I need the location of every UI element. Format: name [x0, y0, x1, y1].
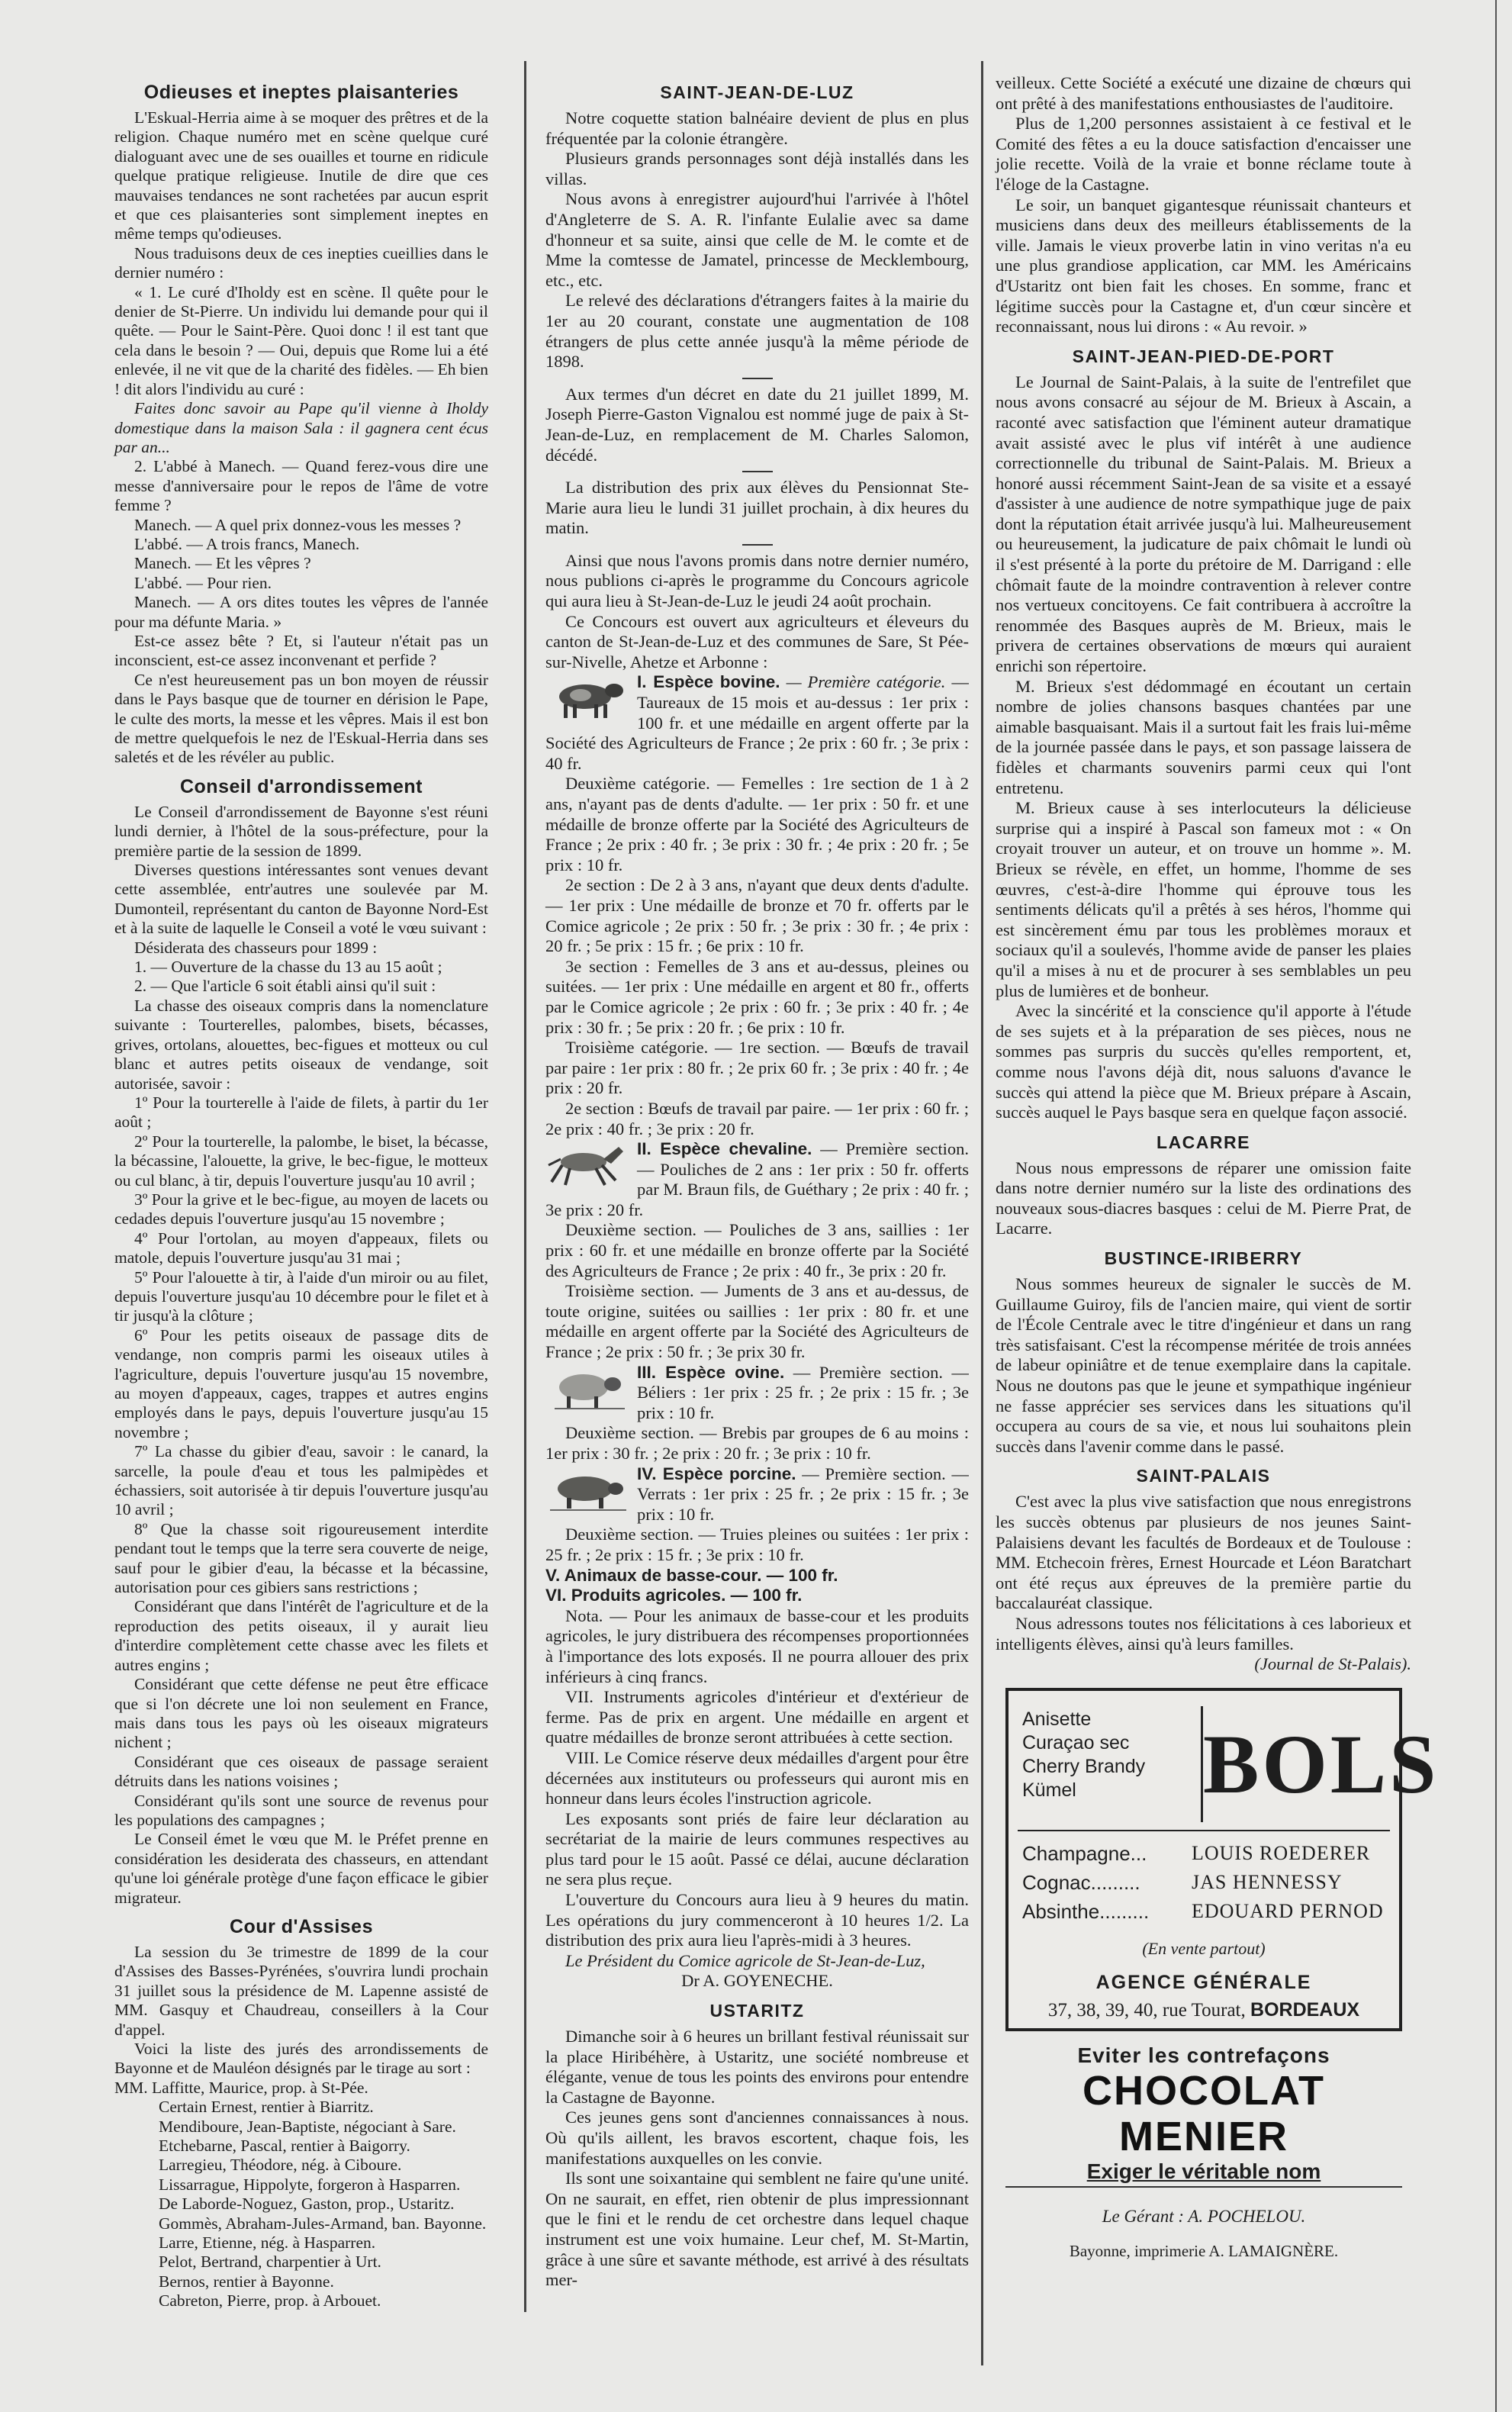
pig-title: IV. Espèce porcine. — [637, 1464, 796, 1483]
article-title-saint-palais: SAINT-PALAIS — [1136, 1466, 1271, 1486]
paragraph: Faites donc savoir au Pape qu'il vienne à Iholdy domestique dans la maison Sala : il gagnera cent écus par an... — [114, 399, 488, 456]
pig-text: — Première section. — Verrats : 1er prix : 25 fr. ; 2e prix : 15 fr. ; 3e prix : 10 fr. — [637, 1464, 969, 1524]
article-title-ustaritz: USTARITZ — [709, 2001, 805, 2021]
paragraph: L'Eskual-Herria aime à se moquer des prêtres et de la religion. Chaque numéro met en scène quelque curé dialoguant avec une de ses ouailles et tourne en ridicule quelque pratique religieuse. Inutile de dire que ces mauvaises tendances ne sont rachetées par aucun esprit et que ces plaisanteries sont simplement ineptes en même temps qu'odieuses. — [114, 108, 488, 243]
paragraph: C'est avec la plus vive satisfaction que nous enregistrons les succès obtenus par plusieurs de nos jeunes Saint-Palaisiens devant les facultés de Bordeaux et de Toulouse : MM. Etchecoin frères, Ernest Hourcade et Léon Baratchart ont été reçus aux épreuves de la première partie du baccalauréat classique. — [996, 1492, 1411, 1613]
page-edge-rule — [1495, 0, 1497, 2412]
article-title-lacarre: LACARRE — [1157, 1132, 1250, 1152]
paragraph: M. Brieux cause à ses interlocuteurs la délicieuse surprise qui a inspiré à Pascal son fameux mot : « On croyait trouver un auteur, et on trouve un homme ». M. Brieux se révèle, en effet, un homme, l'homme de ses œuvres, c'est-à-dire l'homme qui éprouve tous les sentiments délicats qu'il a prêtés à ses héros, l'homme qui est sincèrement ému par tous les problèmes moraux et sociaux qu'il a soulevés, l'homme avide de panser les plaies qu'il a mises à nu et de procurer à ses semblables un peu plus de lumières et de bonheur. — [996, 798, 1411, 1000]
paragraph: Avec la sincérité et la conscience qu'il apporte à l'étude de ses sujets et à la préparation de ses pièces, nous ne sommes pas surpris du succès qu'elles remportent, et, comme nous l'avons déjà dit, nous saluons d'avance le succès qui attend la pièce que M. Brieux prépare à Ascain, succès auquel le Pays basque sera en quelque façon associé. — [996, 1001, 1411, 1122]
separator — [742, 471, 773, 472]
paragraph: Manech. — Et les vêpres ? — [134, 554, 311, 573]
paragraph: M. Brieux s'est dédommagé en écoutant un certain nombre de jolies chansons basques chantées par une aimable basquaisant. Mais il a surtout fait les frais lui-même de la journée passée dans le pays, et son passage laissera de fidèles et charmants souvenirs parmi ceux qui l'ont entretenu. — [996, 676, 1411, 797]
paragraph: Désiderata des chasseurs pour 1899 : — [134, 938, 378, 957]
ad-divider — [1018, 1830, 1390, 1831]
paragraph: L'abbé. — Pour rien. — [134, 573, 272, 592]
column-3 — [996, 73, 1411, 1675]
bovine-section — [545, 672, 969, 774]
paragraph: 1. — Ouverture de la chasse du 13 au 15 août ; — [134, 958, 442, 977]
paragraph: Ils sont une soixantaine qui semblent ne faire qu'une unité. On ne saurait, en effet, rien obtenir de plus impressionnant que le fini et le rendu de cet orchestre dans lequel chaque instrument est une voix humaine. Leur chef, M. St-Martin, grâce à une sûre et savante méthode, est arrivé à des résultats mer- — [545, 2169, 969, 2290]
pig-icon — [545, 1467, 629, 1513]
horse-icon — [545, 1142, 629, 1188]
sheep-section — [545, 1363, 969, 1424]
article-title-bustince: BUSTINCE-IRIBERRY — [1104, 1248, 1303, 1269]
column-1 — [114, 73, 488, 2311]
article-title-conseil: Conseil d'arrondissement — [179, 775, 423, 797]
paragraph: 3e section : Femelles de 3 ans et au-dessus, pleines ou suitées. — 1er prix : Une médaille en argent et 80 fr., offerts par le Comice agricole ; 2e prix : 60 fr. ; 3e prix : 40 fr. ; 4e prix : 30 fr. ; 5e prix : 20 fr. ; 6e prix : 10 fr. — [545, 956, 969, 1037]
bols-advertisement — [1005, 1688, 1440, 2031]
menier-top-line: Eviter les contrefaçons — [1077, 2043, 1330, 2067]
bols-address: 37, 38, 39, 40, rue Tourat, — [1047, 2000, 1246, 2021]
bols-city: BORDEAUX — [1250, 1999, 1360, 2021]
paragraph: Nous nous empressons de réparer une omission faite dans notre dernier numéro sur la liste des ordinations des nouveaux sous-diacres basques : celui de M. Pierre Prat, de Lacarre. — [996, 1158, 1411, 1238]
paragraph: veilleux. Cette Société a exécuté une dizaine de chœurs qui ont prêté à des manifestations enthousiastes de l'auditoire. — [996, 73, 1411, 113]
cow-icon — [545, 675, 629, 721]
juror-line: Bernos, rentier à Bayonne. — [159, 2272, 334, 2291]
paragraph: 4º Pour l'ortolan, au moyen d'appeaux, filets ou matole, depuis l'ouverture jusqu'au 31 mai ; — [114, 1229, 488, 1267]
bols-row-maker: JAS HENNESSY — [1192, 1871, 1343, 1893]
article-title-assises: Cour d'Assises — [229, 1915, 373, 1937]
paragraph: VII. Instruments agricoles d'intérieur et d'extérieur de ferme. Pas de prix en argent. Une médaille en argent et quatre médailles de bronze seront attribuées à cette section. — [545, 1687, 969, 1747]
juror-line: Lissarrague, Hippolyte, forgeron à Hasparren. — [159, 2175, 461, 2194]
juror-line: Etchebarne, Pascal, rentier à Baigorry. — [159, 2137, 410, 2156]
liquor-item: Cherry Brandy — [1022, 1756, 1146, 1777]
column-rule-1 — [524, 61, 526, 2312]
column-rule-2 — [981, 61, 983, 2365]
juror-line: De Laborde-Noguez, Gaston, prop., Ustaritz. — [159, 2195, 455, 2214]
paragraph: 2. — Que l'article 6 soit établi ainsi qu'il suit : — [134, 977, 436, 996]
paragraph: Est-ce assez bête ? Et, si l'auteur n'était pas un inconscient, est-ce assez inconvenant et perfide ? — [114, 631, 488, 670]
juror-line: Pelot, Bertrand, charpentier à Urt. — [159, 2253, 381, 2272]
liquor-list — [1022, 1708, 1145, 1802]
juror-line: Larre, Etienne, nég. à Hasparren. — [159, 2233, 376, 2253]
menier-brand-line1: CHOCOLAT — [1083, 2068, 1325, 2114]
paragraph: Aux termes d'un décret en date du 21 juillet 1899, M. Joseph Pierre-Gaston Vignalou est nommé juge de paix à St-Jean-de-Luz, en remplacement de M. Charles Salomon, décédé. — [545, 384, 969, 465]
paragraph: Deuxième catégorie. — Femelles : 1re section de 1 à 2 ans, n'ayant pas de dents d'adulte. — 1er prix : 50 fr. et une médaille de bronze offerte par la Société des Agriculteurs de France ; 2e prix : 40 fr. ; 3e prix : 30 fr. ; 4e prix : 20 fr. ; 5e prix : 10 fr. — [545, 774, 969, 874]
separator — [742, 378, 773, 379]
paragraph: Nous adressons toutes nos félicitations à ces laborieux et intelligents élèves, ainsi qu'à leurs familles. — [996, 1613, 1411, 1654]
paragraph: Ce Concours est ouvert aux agriculteurs et éleveurs du canton de St-Jean-de-Luz et des communes de Sare, St Pée-sur-Nivelle, Ahetze et Arbonne : — [545, 611, 969, 671]
separator — [742, 544, 773, 546]
gerant-line: Le Gérant : A. POCHELOU. — [1102, 2207, 1306, 2226]
paragraph: 2º Pour la tourterelle, la palombe, le biset, la bécasse, la bécassine, l'alouette, la grive, le bec-figue, le motteux ou cul blanc, à tir, depuis l'ouverture jusqu'au 10 avril ; — [114, 1132, 488, 1190]
juror-line: Certain Ernest, rentier à Biarritz. — [159, 2098, 374, 2117]
paragraph: Nous avons à enregistrer aujourd'hui l'arrivée à l'hôtel d'Angleterre de S. A. R. l'infante Eulalie avec sa dame d'honneur et sa suite, ainsi que celle de M. le comte et de Mme la comtesse de Jamatel, princesse de Mecklembourg, etc., etc. — [545, 189, 969, 290]
paragraph: Considérant qu'ils sont une source de revenus pour les populations des campagnes ; — [114, 1791, 488, 1829]
bols-agency: AGENCE GÉNÉRALE — [1095, 1972, 1312, 1993]
paragraph: La chasse des oiseaux compris dans la nomenclature suivante : Tourterelles, palombes, bisets, bécasses, grives, ortolans, alouettes, bec-figues et motteux ou cul blanc et autres petits oiseaux de vendange, soit autorisée, savoir : — [114, 996, 488, 1093]
paragraph: 7º La chasse du gibier d'eau, savoir : le canard, la sarcelle, la poule d'eau et tous les palmipèdes et échassiers, soit autorisée à tir depuis l'ouverture jusqu'au 10 avril ; — [114, 1442, 488, 1519]
paragraph: 5º Pour l'alouette à tir, à l'aide d'un miroir ou au filet, depuis l'ouverture jusqu'au 10 décembre pour le filet et à tir jusqu'à la clôture ; — [114, 1267, 488, 1325]
paragraph: Deuxième section. — Truies pleines ou suitées : 1er prix : 25 fr. ; 2e prix : 15 fr. ; 3e prix : 10 fr. — [545, 1525, 969, 1564]
paragraph: Le Conseil d'arrondissement de Bayonne s'est réuni lundi dernier, à l'hôtel de la sous-préfecture, pour la première partie de la session de 1899. — [114, 802, 488, 860]
paragraph: Manech. — A ors dites toutes les vêpres de l'année pour ma défunte Maria. » — [114, 593, 488, 631]
paragraph: Considérant que ces oiseaux de passage seraient détruits dans les nations voisines ; — [114, 1752, 488, 1791]
liquor-item: Kümel — [1022, 1779, 1076, 1801]
paragraph: Voici la liste des jurés des arrondissements de Bayonne et de Mauléon désignés par le tirage au sort : — [114, 2040, 488, 2078]
paragraph: 2e section : Bœufs de travail par paire. — 1er prix : 60 fr. ; 2e prix : 40 fr. ; 3e prix : 20 fr. — [545, 1098, 969, 1138]
bols-row-maker: LOUIS ROEDERER — [1192, 1842, 1371, 1864]
source-credit: (Journal de St-Palais). — [1254, 1654, 1411, 1674]
menier-advertisement — [1005, 2043, 1402, 2181]
bols-condition: (En vente partout) — [1142, 1939, 1266, 1958]
paragraph: Nous traduisons deux de ces inepties cueillies dans le dernier numéro : — [114, 243, 488, 282]
paragraph: Dimanche soir à 6 heures un brillant festival réunissait sur la place Hiribéhère, à Ustaritz, une société nombreuse et élégante, venue de tous les points des environs pour entendre la Castagne de Bayonne. — [545, 2027, 969, 2107]
article-title-saint-jean-pied-de-port: SAINT-JEAN-PIED-DE-PORT — [1072, 346, 1335, 366]
paragraph: Le Conseil émet le vœu que M. le Préfet prenne en considération les desiderata des chasseurs, en attendant qu'une loi générale protège d'une façon efficace le gibier migrateur. — [114, 1830, 488, 1907]
article-title-odieuses: Odieuses et ineptes plaisanteries — [143, 82, 459, 103]
juror-line: Cabreton, Pierre, prop. à Arbouet. — [159, 2291, 381, 2311]
paragraph: Nous sommes heureux de signaler le succès de M. Guillaume Guiroy, fils de l'ancien maire, qui vient de sortir de l'École Centrale avec le titre d'ingénieur et dans un rang très satisfaisant. C'est la récompense méritée de trois années de labeur opiniâtre et de tenue exemplaire dans la capitale. Nous ne doutons pas que le jeune et sympathique ingénieur ne fasse apprécier ses services dans les situations qu'il occupera au cours de sa vie, et nous lui souhaitons plein succès dans l'avenir comme dans le passé. — [996, 1274, 1411, 1456]
pig-section — [545, 1464, 969, 1525]
paragraph: Le soir, un banquet gigantesque réunissait chanteurs et musiciens dans deux des meilleurs établissements de la ville. Jamais le vieux proverbe latin in vino veritas n'a eu une plus grandiose application, car MM. les Américains d'Ustaritz ont bien fait les choses. En somme, franc et légitime succès pour la Castagne et, d'un cœur sincère et reconnaissant, nous lui dirons : « Au revoir. » — [996, 195, 1411, 337]
liquor-item: Anisette — [1022, 1708, 1092, 1730]
paragraph: Diverses questions intéressantes sont venues devant cette assemblée, entr'autres une soulevée par M. Dumonteil, représentant du canton de Bayonne Nord-Est et à la suite de laquelle le Conseil a voté le vœu suivant : — [114, 861, 488, 938]
paragraph: « 1. Le curé d'Iholdy est en scène. Il quête pour le denier de St-Pierre. Un individu lui demande pour qui il quête. — Pour le Saint-Père. Quoi donc ! il est tant que cela dans le besoin ? — Oui, depuis que Rome lui a été enlevée, il ne vit que de la charité des fidèles. — Eh bien ! dit alors l'individu au curé : — [114, 282, 488, 398]
paragraph: Ainsi que nous l'avons promis dans notre dernier numéro, nous publions ci-après le programme du Concours agricole qui aura lieu à St-Jean-de-Luz le jeudi 24 août prochain. — [545, 550, 969, 611]
paragraph: Le relevé des déclarations d'étrangers faites à la mairie du 1er au 20 courant, constate une augmentation de 108 étrangers de plus cette année jusqu'à la même période de 1898. — [545, 291, 969, 372]
juror-line: Mendiboure, Jean-Baptiste, négociant à Sare. — [159, 2117, 456, 2136]
liquor-item: Curaçao sec — [1022, 1732, 1130, 1753]
bols-row-item: Cognac......... — [1022, 1871, 1140, 1894]
bols-row — [1022, 1842, 1371, 1866]
paragraph: Notre coquette station balnéaire devient de plus en plus fréquentée par la colonie étrangère. — [545, 108, 969, 148]
signature-title: Le Président du Comice agricole de St-Jean-de-Luz, — [565, 1950, 925, 1970]
bols-row-maker: EDOUARD PERNOD — [1192, 1900, 1384, 1922]
juror-line: MM. Laffitte, Maurice, prop. à St-Pée. — [114, 2078, 368, 2097]
bols-row-item: Absinthe......... — [1022, 1900, 1150, 1923]
paragraph: 3º Pour la grive et le bec-figue, au moyen de lacets ou cedades depuis l'ouverture jusqu'au 15 novembre ; — [114, 1190, 488, 1229]
basse-cour-line: V. Animaux de basse-cour. — 100 fr. — [545, 1565, 838, 1585]
paragraph: Plus de 1,200 personnes assistaient à ce festival et le Comité des fêtes a eu la douce satisfaction d'encaisser une jolie recette. Voilà de la vraie et bonne réclame toute à l'éloge de la Castagne. — [996, 114, 1411, 194]
juror-line: Larregieu, Théodore, nég. à Ciboure. — [159, 2156, 402, 2175]
bovine-text1: — Taureaux de 15 mois et au-dessus : 1er prix : 100 fr. et une médaille en argent offerte par la Société des Agriculteurs de France ; 2e prix : 60 fr. ; 3e prix : 40 fr. — [545, 672, 969, 773]
footer-rule — [1005, 2186, 1402, 2188]
sheep-text: — Première section. — Béliers : 1er prix : 25 fr. ; 2e prix : 15 fr. ; 3e prix : 10 fr. — [637, 1362, 969, 1422]
paragraph: La session du 3e trimestre de 1899 de la cour d'Assises des Basses-Pyrénées, s'ouvrira lundi prochain 31 juillet sous la présidence de M. Lapenne assisté de MM. Gasquy et Chaudreau, conseillers à la Cour d'appel. — [114, 1942, 488, 2039]
horse-text: — Première section. — Pouliches de 2 ans : 1er prix : 50 fr. offerts par M. Braun fils, de Guéthary ; 2e prix : 40 fr. ; 3e prix : 20 fr. — [545, 1139, 969, 1219]
paragraph: Les exposants sont priés de faire leur déclaration au secrétariat de la mairie de leurs communes respectives au plus tard pour le 15 août. Passé ce délai, aucune déclaration ne sera plus reçue. — [545, 1808, 969, 1889]
column-2 — [545, 73, 969, 2291]
imprimerie-line: Bayonne, imprimerie A. LAMAIGNÈRE. — [1069, 2242, 1339, 2260]
horse-title: II. Espèce chevaline. — [637, 1139, 812, 1159]
juror-line: Gommès, Abraham-Jules-Armand, ban. Bayonne. — [159, 2214, 487, 2233]
bols-brand: BOLS — [1201, 1706, 1391, 1822]
article-title-saint-jean-de-luz: SAINT-JEAN-DE-LUZ — [660, 82, 854, 102]
paragraph: La distribution des prix aux élèves du Pensionnat Ste-Marie aura lieu le lundi 31 juillet prochain, à dix heures du matin. — [545, 478, 969, 538]
paragraph: Le Journal de Saint-Palais, à la suite de l'entrefilet que nous avons consacré au séjour de M. Brieux à Ascain, a raconté avec satisfaction que l'éminent auteur dramatique avait assisté avec le plus vif intérêt à une audience correctionnelle du tribunal de Saint-Palais. M. Brieux a honoré aussi récemment Saint-Jean de sa visite et a essayé d'assister à une audience de notre sympathique juge de paix dont la réputation était arrivée jusqu'à lui. Malheureusement ou heureusement, la judicature de paix chômait le lundi où il s'est présenté à la porte du prétoire de M. Darrigand : elle chômait faute de la moindre contravention à relever contre nos vertueux concitoyens. Ce fait contribuera à accroître la renommée des Basques auprès de M. Brieux, mais le privera de certaines observations de mœurs qui auraient enrichi son répertoire. — [996, 372, 1411, 676]
bols-row — [1022, 1871, 1343, 1895]
paragraph: Ces jeunes gens sont d'anciennes connaissances à nous. Où qu'ils aillent, les bravos escortent, chaque fois, les manifestations auxquelles on les convie. — [545, 2108, 969, 2168]
bols-row — [1022, 1900, 1384, 1924]
paragraph: Nota. — Pour les animaux de basse-cour et les produits agricoles, le jury distribuera des récompenses proportionnées à l'importance des lots exposés. Il ne pourra allouer des prix inférieurs à cinq francs. — [545, 1605, 969, 1686]
bovine-title: I. Espèce bovine. — [637, 672, 780, 692]
sheep-title: III. Espèce ovine. — [637, 1362, 785, 1382]
paragraph: 8º Que la chasse soit rigoureusement interdite pendant tout le temps que la terre sera couverte de neige, sauf pour le gibier d'eau, la bécasse et la bécassine, autorisation pour ces gibiers sans restrictions ; — [114, 1519, 488, 1597]
produits-line: VI. Produits agricoles. — 100 fr. — [545, 1586, 803, 1605]
paragraph: L'abbé. — A trois francs, Manech. — [134, 534, 360, 553]
paragraph: L'ouverture du Concours aura lieu à 9 heures du matin. Les opérations du jury commenceront à 10 heures 1/2. La distribution des prix aura lieu l'après-midi à 3 heures. — [545, 1890, 969, 1950]
paragraph: Manech. — A quel prix donnez-vous les messes ? — [134, 515, 462, 534]
paragraph: 2e section : De 2 à 3 ans, n'ayant que deux dents d'adulte. — 1er prix : Une médaille de bronze et 70 fr. offerts par le Comice agricole ; 2e prix : 50 fr. ; 3e prix : 30 fr. ; 4e prix : 20 fr. ; 5e prix : 15 fr. ; 6e prix : 10 fr. — [545, 875, 969, 956]
paragraph: Considérant que dans l'intérêt de l'agriculture et de la reproduction des petits oiseaux, il y aurait lieu d'interdire complètement cette chasse avec les filets et autres engins ; — [114, 1597, 488, 1674]
horse-section — [545, 1139, 969, 1220]
paragraph: Deuxième section. — Pouliches de 3 ans, saillies : 1er prix : 60 fr. et une médaille en bronze offerte par la Société des Agriculteurs de France ; 2e prix : 40 fr., 3e prix : 20 fr. — [545, 1220, 969, 1280]
paragraph: 2. L'abbé à Manech. — Quand ferez-vous dire une messe d'anniversaire pour le repos de l'âme de votre femme ? — [114, 457, 488, 515]
paragraph: Plusieurs grands personnages sont déjà installés dans les villas. — [545, 149, 969, 188]
bols-row-item: Champagne... — [1022, 1842, 1147, 1865]
paragraph: Deuxième section. — Brebis par groupes de 6 au moins : 1er prix : 30 fr. ; 2e prix : 20 fr. ; 3e prix : 10 fr. — [545, 1423, 969, 1463]
paragraph: VIII. Le Comice réserve deux médailles d'argent pour être décernées aux instituteurs ou professeurs qui auront mis en honneur dans leurs écoles l'instruction agricole. — [545, 1747, 969, 1808]
paragraph: Considérant que cette défense ne peut être efficace que si l'on décrete une loi non seulement en France, mais dans tous les pays où les oiseaux migrateurs nichent ; — [114, 1675, 488, 1752]
sheep-icon — [545, 1366, 629, 1412]
paragraph: Ce n'est heureusement pas un bon moyen de réussir dans le Pays basque que de tourner en dérision le Pape, le culte des morts, la messe et les vêpres. Mais il est bon de mettre quelquefois le nez de l'Eskual-Herria dans ses saletés et de les révéler au public. — [114, 670, 488, 767]
bovine-cat1: — Première catégorie. — [786, 672, 946, 692]
paragraph: Troisième catégorie. — 1re section. — Bœufs de travail par paire : 1er prix : 80 fr. ; 2e prix 60 fr. ; 3e prix : 40 fr. ; 4e prix : 20 fr. — [545, 1038, 969, 1098]
paragraph: 6º Pour les petits oiseaux de passage dits de vendange, non compris parmi les oiseaux utiles à l'agriculture, depuis l'ouverture jusqu'au 15 novembre, au moyen d'appeaux, cages, trappes et autres engins employés dans le pays, depuis l'ouverture jusqu'au 15 novembre ; — [114, 1325, 488, 1441]
menier-bottom-line: Exiger le véritable nom — [1086, 2159, 1321, 2183]
paragraph: Troisième section. — Juments de 3 ans et au-dessus, de toute origine, suitées ou saillies : 1er prix : 80 fr. et une médaille en argent offerte par la Société des Agriculteurs de France ; 2e prix : 50 fr. ; 3e prix 30 fr. — [545, 1281, 969, 1362]
menier-brand-line2: MENIER — [1118, 2114, 1288, 2159]
signature-name: Dr A. GOYENECHE. — [681, 1971, 833, 1991]
bols-address-line — [1009, 1999, 1399, 2021]
paragraph: 1º Pour la tourterelle à l'aide de filets, à partir du 1er août ; — [114, 1093, 488, 1132]
